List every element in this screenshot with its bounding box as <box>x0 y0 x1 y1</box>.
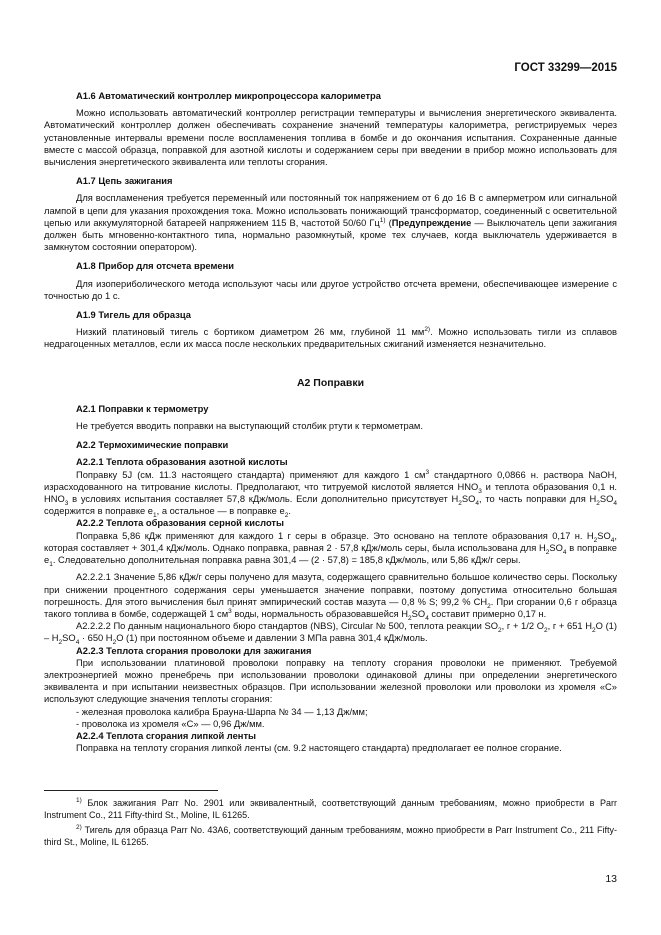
section-a1-8-title: A1.8 Прибор для отсчета времени <box>76 261 234 272</box>
section-a1-6-text: Можно использовать автоматический контроллер регистрации температуры и вычисления энергетического эквивалента. Автоматический контроллер должен обеспечивать сохранение значений температуры калориметра, регистрируемых через установленные интервалы времени после воспламенения топлива в бомбе и до окончания испытания. Сохраненные данные вместе с массой образца, поправкой для азотной кислоты и содержанием серы при введении в прибор можно использовать для вычисления энергетического эквивалента или теплоты сгорания. <box>44 108 617 168</box>
text-run: SO <box>461 494 476 505</box>
text-run: и теплота образования 0,1 н. HNO <box>44 481 617 505</box>
footnote-divider <box>44 790 218 791</box>
section-a1-9-title: A1.9 Тигель для образца <box>76 310 191 321</box>
section-a2-2-title: A2.2 Термохимические поправки <box>76 440 229 451</box>
subscript: 1 <box>49 560 53 568</box>
page-number: 13 <box>605 873 617 885</box>
footnote-2 <box>44 824 617 848</box>
text-run: содержится в поправке e <box>44 506 153 517</box>
text-run: SO <box>597 530 611 541</box>
text-run: Для воспламенения требуется переменный или постоянный ток напряжением от 6 до 16 В с амперметром или сигнальной лампой в цепи для указания прохождения тока. Можно использовать понижающий трансформатор, соединенный с осветительной цепью или аккумуляторной батареей напряжением 115 В, частотой 50/60 Гц <box>44 193 617 228</box>
text-run: A2.2.2.1 Значение 5,86 кДж/г серы получено для мазута, содержащего сравнительно большое количество серы. Поскольку при снижении процентного содержания серы уменьшается значение поправки, поэтому допустима относительно большая погрешность. Для этого вычисления был принят эмпирический состав мазута — 0,8 % S; 99,2 % CH <box>44 572 617 607</box>
text-run: — Выключатель цепи зажигания должен быть мгновенно-контактного типа, нормально разомкнутый, кроме тех случаев, когда выключатель удерживается в замкнутом состоянии оператором). <box>44 217 617 253</box>
superscript: 3 <box>228 607 232 615</box>
subscript: 4 <box>475 499 480 507</box>
subscript: 4 <box>613 499 618 507</box>
text-run: . Следовательно дополнительная поправка равна 301,4 — (2 · 57,8) = 185,8 кДж/моль, или 5,86 кДж/г серы. <box>52 555 521 566</box>
section-a1-8-text: Для изопериболического метода используют часы или другое устройство отсчета времени, обеспечивающее измерение с точностью до 1 с. <box>44 278 617 301</box>
text-run: . При сгорании 0,6 г образца такого топлива в бомбе, содержащей 1 см <box>44 596 617 619</box>
subscript: 2 <box>458 499 462 507</box>
list-item: - проволока из хромеля «С» — 0,96 Дж/мм. <box>76 718 265 729</box>
text-run: Низкий платиновый тигель с бортиком диаметром 26 мм, глубиной 11 мм <box>76 327 425 338</box>
subscript: 3 <box>64 499 69 507</box>
section-a2-2-4-text: Поправка на теплоту сгорания липкой ленты (см. 9.2 настоящего стандарта) предполагает ее полное сгорание. <box>76 743 562 754</box>
text-run: . Можно использовать тигли из сплавов недрагоценных металлов, если их масса после нескольких предварительных сжиганий изменяется незначительно. <box>44 327 617 350</box>
footnotes <box>44 797 617 848</box>
text-run: . <box>288 506 291 517</box>
footnote-1 <box>44 797 617 821</box>
subscript: 4 <box>425 614 429 622</box>
subscript: 4 <box>562 548 567 556</box>
section-a2-2-2-title: A2.2.2 Теплота образования серной кислоты <box>76 518 284 529</box>
section-a2-2-3-text: При использовании платиновой проволоки поправку на теплоту сгорания проволоки не применяют. Требуемой электроэнергией можно пренебречь при использовании проволоки одинаковой длины при определении энергетического эквивалента и при испытании неизвестных образцов. При использовании железной проволоки или проволоки из хромеля «С» используют следующие значения теплоты сгорания: <box>44 657 617 705</box>
text-run: SO <box>599 494 614 505</box>
footnote-text: Тигель для образца Parr No. 43A6, соответствующий данным требованиям, можно приобрести в Parr Instrument Co., 211 Fifty-third St., Moline, IL 61265. <box>44 825 617 847</box>
section-a1-9-text <box>44 326 617 350</box>
section-a1-7-text <box>44 192 617 253</box>
footnote-ref-1: 1) <box>379 216 386 224</box>
text-run: O (1) – H <box>44 621 617 644</box>
subscript: 2 <box>593 536 598 544</box>
list-item: - железная проволока калибра Брауна-Шарпа № 34 — 1,13 Дж/мм; <box>76 706 368 717</box>
subscript: 2 <box>592 626 596 634</box>
footnote-text: Блок зажигания Parr No. 2901 или эквивалентный, соответствующий данным требованиям, можно приобрести в Parr Instrument Co., 211 Fifty-third St., Moline, IL 61265. <box>44 798 617 820</box>
text-run: Поправка 5,86 кДж применяют для каждого 1 г серы в образце. Это основано на теплоте образования 0,17 н. H <box>76 530 594 541</box>
subscript: 2 <box>498 626 502 634</box>
document-page <box>44 0 617 935</box>
section-a2-2-2-2-text <box>44 620 617 647</box>
section-a2-2-3-title: A2.2.3 Теплота сгорания проволоки для зажигания <box>76 645 312 656</box>
text-run: , которая составляет + 301,4 кДж/моль. Однако поправка, равная 2 · 57,8 кДж/моль серы, была использована для H <box>44 530 617 553</box>
section-a2-1-text: Не требуется вводить поправки на выступающий столбик ртути к термометрам. <box>76 421 423 432</box>
subscript: 1 <box>153 512 157 520</box>
section-a2-2-4-title: A2.2.4 Теплота сгорания липкой ленты <box>76 730 257 741</box>
subscript: 2 <box>284 512 289 520</box>
text-run: , то часть поправки для H <box>479 494 597 505</box>
section-a2-2-1-title: A2.2.1 Теплота образования азотной кислоты <box>76 457 288 468</box>
text-run: SO <box>62 633 76 644</box>
warning-label: Предупреждение <box>391 217 472 228</box>
section-a2-1-title: A2.1 Поправки к термометру <box>76 403 209 414</box>
section-a1-7-title: A1.7 Цепь зажигания <box>76 176 173 187</box>
text-run: A2.2.2.2 По данным национального бюро стандартов (NBS), Circular № 500, теплота реакции SO <box>76 621 498 632</box>
subscript: 4 <box>610 536 615 544</box>
subscript: 2 <box>596 499 600 507</box>
subscript: 2 <box>545 548 550 556</box>
standard-header: ГОСТ 33299—2015 <box>514 62 617 74</box>
text-run: в условиях испытания составляет 57,8 кДж/моль. Если дополнительно присутствует H <box>68 494 459 505</box>
subscript: 4 <box>75 639 80 647</box>
section-a1-6-title: A1.6 Автоматический контроллер микропроцессора калориметра <box>76 91 381 101</box>
text-run: Поправку 5J (см. 11.3 настоящего стандарта) применяют для каждого 1 см <box>76 469 426 480</box>
text-run: SO <box>411 608 426 619</box>
text-run: , г + 1/2 O <box>501 621 544 632</box>
text-run: составит примерно 0,17 н. <box>428 608 547 619</box>
section-a2-2-1-text <box>44 469 617 518</box>
footnote-mark: 1) <box>76 797 82 804</box>
section-a2-title: A2 Поправки <box>296 376 365 389</box>
subscript: 2 <box>58 639 63 647</box>
text-run: , а остальное — в поправке e <box>156 506 285 517</box>
section-a2-2-2-1-text <box>44 571 617 620</box>
text-run: SO <box>549 542 563 553</box>
footnote-ref-2: 2) <box>424 326 431 334</box>
subscript: 2 <box>408 614 412 622</box>
subscript: 2 <box>543 626 548 634</box>
text-run: ( <box>385 217 392 228</box>
page-content <box>44 90 617 754</box>
footnote-mark: 2) <box>76 824 82 831</box>
text-run: O (1) при постоянном объеме и давлении 3 МПа равна 301,4 кДж/моль. <box>116 633 428 644</box>
text-run: стандартного 0,0866 н. раствора NaOH, израсходованного на титрование кислоты. Предполагают, что титруемой кислотой является HNO <box>44 469 617 492</box>
text-run: в поправке e <box>44 542 618 566</box>
text-run: воды, нормальность образовавшейся H <box>231 608 409 619</box>
section-a2-2-2-text <box>44 530 617 567</box>
text-run: , г + 651 H <box>547 621 593 632</box>
text-run: · 650 H <box>79 633 113 644</box>
subscript: 2 <box>487 602 491 610</box>
subscript: 2 <box>112 639 117 647</box>
subscript: 3 <box>478 487 482 495</box>
superscript: 3 <box>425 468 430 476</box>
